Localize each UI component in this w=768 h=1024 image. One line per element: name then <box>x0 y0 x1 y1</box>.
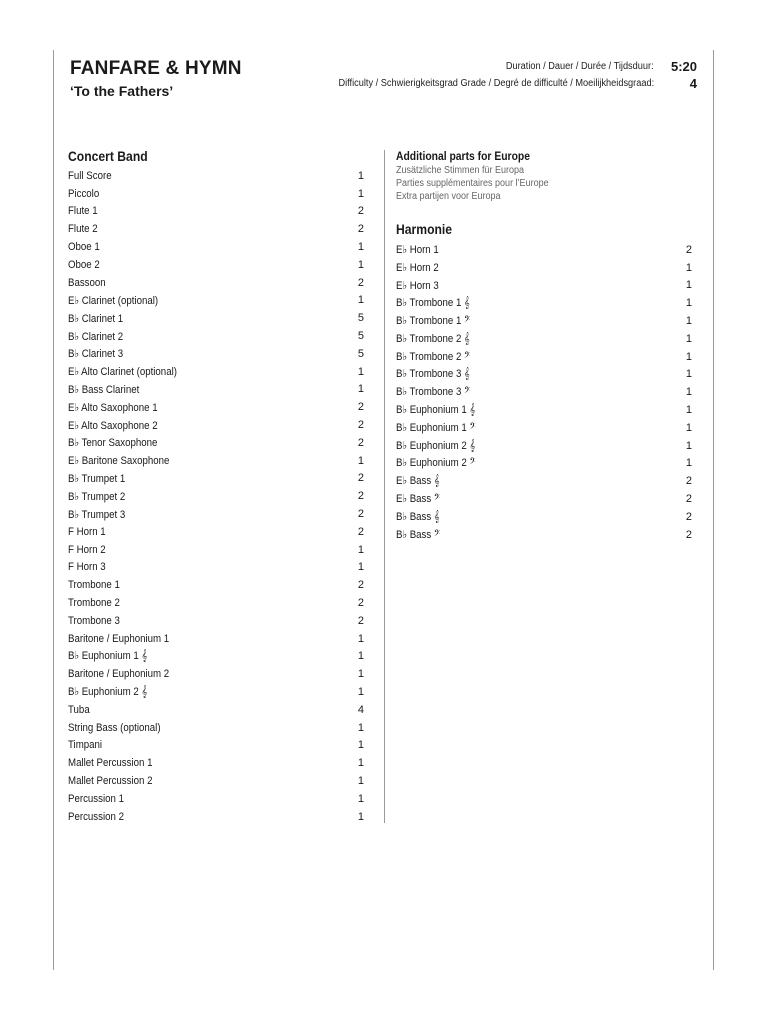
part-row <box>396 277 692 295</box>
part-row <box>68 594 364 612</box>
difficulty-value: 4 <box>689 76 697 91</box>
part-row <box>68 772 364 790</box>
duration-label: Duration / Dauer / Durée / Tijdsduur: <box>506 61 654 72</box>
part-count: 2 <box>357 223 364 236</box>
part-count: 1 <box>357 543 364 556</box>
part-name: Timpani <box>68 739 103 752</box>
part-row <box>396 312 692 330</box>
part-count: 1 <box>357 668 364 681</box>
part-count: 2 <box>685 528 692 541</box>
part-count: 1 <box>357 383 364 396</box>
part-count: 1 <box>685 332 692 345</box>
part-name: B♭ Trombone 1 𝄞 <box>396 297 470 310</box>
part-name: E♭ Bass 𝄢 <box>396 493 441 506</box>
europe-heading: Additional parts for Europe <box>396 151 530 163</box>
part-count: 1 <box>685 439 692 452</box>
part-name: Baritone / Euphonium 2 <box>68 668 170 681</box>
part-row <box>68 576 364 594</box>
part-row <box>396 330 692 348</box>
part-count: 1 <box>357 294 364 307</box>
part-row <box>68 220 364 238</box>
part-name: Trombone 1 <box>68 579 120 592</box>
part-count: 5 <box>357 330 364 343</box>
part-name: Oboe 1 <box>68 241 100 254</box>
part-count: 2 <box>357 401 364 414</box>
part-row <box>68 327 364 345</box>
part-row <box>68 665 364 683</box>
part-count: 1 <box>357 774 364 787</box>
part-count: 5 <box>357 347 364 360</box>
part-count: 1 <box>357 561 364 574</box>
part-count: 1 <box>685 261 692 274</box>
part-row <box>396 401 692 419</box>
part-name: Percussion 2 <box>68 810 124 823</box>
part-row <box>396 437 692 455</box>
part-row <box>68 612 364 630</box>
part-row <box>68 701 364 719</box>
europe-note-dutch: Extra partijen voor Europa <box>396 191 501 202</box>
part-count: 1 <box>357 454 364 467</box>
part-name: B♭ Bass 𝄢 <box>396 528 441 541</box>
part-name: B♭ Trombone 3 𝄞 <box>396 368 470 381</box>
part-row <box>68 541 364 559</box>
part-row <box>68 754 364 772</box>
part-row <box>68 381 364 399</box>
part-count: 4 <box>357 703 364 716</box>
part-name: Oboe 2 <box>68 258 100 271</box>
part-count: 2 <box>357 508 364 521</box>
part-name: B♭ Trombone 2 𝄞 <box>396 332 470 345</box>
part-name: Trombone 3 <box>68 614 120 627</box>
part-name: Mallet Percussion 2 <box>68 774 153 787</box>
part-name: B♭ Bass 𝄞 <box>396 510 440 523</box>
part-count: 2 <box>357 525 364 538</box>
part-row <box>68 452 364 470</box>
concert-band-column <box>68 148 364 825</box>
part-row <box>68 683 364 701</box>
part-count: 1 <box>685 350 692 363</box>
part-name: Mallet Percussion 1 <box>68 757 153 770</box>
part-row <box>396 259 692 277</box>
part-name: Full Score <box>68 169 112 182</box>
part-count: 1 <box>357 757 364 770</box>
part-row <box>68 487 364 505</box>
part-name: E♭ Alto Saxophone 2 <box>68 419 158 432</box>
part-row <box>68 434 364 452</box>
part-name: Flute 2 <box>68 223 98 236</box>
part-name: Bassoon <box>68 276 106 289</box>
concert-band-parts-list <box>68 167 364 825</box>
part-count: 2 <box>357 490 364 503</box>
part-name: Trombone 2 <box>68 597 120 610</box>
part-name: B♭ Euphonium 1 𝄢 <box>396 421 476 434</box>
part-row <box>396 383 692 401</box>
part-row <box>68 808 364 826</box>
part-count: 5 <box>357 312 364 325</box>
part-name: B♭ Trombone 3 𝄢 <box>396 386 471 399</box>
part-name: Tuba <box>68 703 90 716</box>
part-name: B♭ Euphonium 1 𝄞 <box>396 404 476 417</box>
left-margin-rule <box>53 50 54 970</box>
part-row <box>68 737 364 755</box>
part-name: E♭ Horn 1 <box>396 244 439 257</box>
part-name: String Bass (optional) <box>68 721 161 734</box>
part-row <box>68 470 364 488</box>
part-count: 1 <box>685 297 692 310</box>
part-count: 1 <box>357 650 364 663</box>
part-row <box>396 455 692 473</box>
part-name: B♭ Trumpet 1 <box>68 472 126 485</box>
harmonie-parts-list <box>396 241 692 544</box>
part-count: 2 <box>357 614 364 627</box>
part-name: B♭ Trombone 1 𝄢 <box>396 315 471 328</box>
part-row <box>68 398 364 416</box>
part-count: 1 <box>357 792 364 805</box>
harmonie-heading: Harmonie <box>396 222 453 237</box>
part-count: 1 <box>685 421 692 434</box>
part-row <box>68 790 364 808</box>
part-name: F Horn 3 <box>68 561 106 574</box>
europe-column <box>396 150 692 544</box>
part-row <box>396 490 692 508</box>
part-row <box>68 256 364 274</box>
part-name: B♭ Euphonium 2 𝄞 <box>68 686 148 698</box>
part-row <box>68 505 364 523</box>
part-name: Baritone / Euphonium 1 <box>68 632 170 645</box>
part-row <box>68 167 364 185</box>
part-count: 2 <box>357 597 364 610</box>
part-count: 2 <box>685 475 692 488</box>
part-name: F Horn 2 <box>68 543 106 556</box>
part-row <box>396 294 692 312</box>
part-count: 1 <box>357 810 364 823</box>
part-name: B♭ Clarinet 2 <box>68 330 124 343</box>
part-name: B♭ Trumpet 2 <box>68 490 126 503</box>
column-divider <box>384 150 385 823</box>
duration-value: 5:20 <box>670 59 697 74</box>
part-count: 1 <box>685 279 692 292</box>
part-name: E♭ Bass 𝄞 <box>396 475 440 488</box>
part-count: 2 <box>357 436 364 449</box>
part-name: F Horn 1 <box>68 525 106 538</box>
part-count: 1 <box>357 686 364 698</box>
europe-note-french: Parties supplémentaires pour l’Europe <box>396 178 549 189</box>
part-count: 2 <box>357 419 364 432</box>
part-row <box>396 419 692 437</box>
part-name: B♭ Clarinet 3 <box>68 348 124 361</box>
part-count: 2 <box>357 472 364 485</box>
part-name: E♭ Horn 3 <box>396 279 439 292</box>
part-name: B♭ Tenor Saxophone <box>68 437 158 450</box>
part-name: B♭ Clarinet 1 <box>68 312 124 325</box>
part-count: 1 <box>357 169 364 182</box>
difficulty-label: Difficulty / Schwierigkeitsgrad Grade / Degré de difficulté / Moeilijkheidsgraad: <box>338 78 654 89</box>
part-count: 1 <box>357 721 364 734</box>
part-name: B♭ Bass Clarinet <box>68 383 140 396</box>
part-count: 1 <box>685 404 692 417</box>
part-row <box>396 472 692 490</box>
page-title: FANFARE & HYMN <box>70 58 242 79</box>
europe-note-german: Zusätzliche Stimmen für Europa <box>396 165 525 176</box>
part-count: 1 <box>685 368 692 381</box>
part-name: B♭ Euphonium 2 𝄢 <box>396 457 476 470</box>
part-row <box>68 203 364 221</box>
part-name: B♭ Euphonium 1 𝄞 <box>68 650 148 663</box>
part-name: B♭ Euphonium 2 𝄞 <box>396 439 476 452</box>
part-count: 1 <box>357 632 364 645</box>
part-count: 2 <box>685 493 692 506</box>
part-row <box>68 648 364 666</box>
part-count: 1 <box>357 258 364 271</box>
page-subtitle: ‘To the Fathers’ <box>70 83 174 99</box>
part-name: Flute 1 <box>68 205 98 218</box>
concert-band-heading: Concert Band <box>68 149 148 164</box>
part-name: E♭ Horn 2 <box>396 262 439 275</box>
part-row <box>68 185 364 203</box>
part-row <box>68 363 364 381</box>
part-row <box>68 630 364 648</box>
part-count: 2 <box>685 243 692 256</box>
part-count: 2 <box>357 276 364 289</box>
part-count: 2 <box>685 510 692 523</box>
part-name: B♭ Trumpet 3 <box>68 508 126 521</box>
part-row <box>396 526 692 544</box>
part-row <box>396 366 692 384</box>
part-name: Piccolo <box>68 187 100 200</box>
part-name: E♭ Alto Saxophone 1 <box>68 401 158 414</box>
part-name: B♭ Trombone 2 𝄢 <box>396 350 471 363</box>
part-row <box>68 523 364 541</box>
part-row <box>68 292 364 310</box>
part-name: E♭ Clarinet (optional) <box>68 294 159 307</box>
part-row <box>68 238 364 256</box>
part-count: 1 <box>685 457 692 470</box>
part-row <box>68 416 364 434</box>
part-count: 1 <box>685 315 692 328</box>
part-row <box>68 719 364 737</box>
part-row <box>396 348 692 366</box>
right-margin-rule <box>713 50 714 970</box>
part-count: 1 <box>357 187 364 200</box>
part-name: Percussion 1 <box>68 792 124 805</box>
part-row <box>68 345 364 363</box>
part-count: 1 <box>685 386 692 399</box>
part-name: E♭ Baritone Saxophone <box>68 455 170 468</box>
part-row <box>396 508 692 526</box>
part-count: 1 <box>357 365 364 378</box>
part-row <box>68 274 364 292</box>
part-name: E♭ Alto Clarinet (optional) <box>68 366 177 379</box>
part-count: 1 <box>357 241 364 254</box>
part-count: 1 <box>357 739 364 752</box>
part-row <box>68 559 364 577</box>
part-count: 2 <box>357 579 364 592</box>
part-count: 2 <box>357 205 364 218</box>
part-row <box>68 309 364 327</box>
part-row <box>396 241 692 259</box>
